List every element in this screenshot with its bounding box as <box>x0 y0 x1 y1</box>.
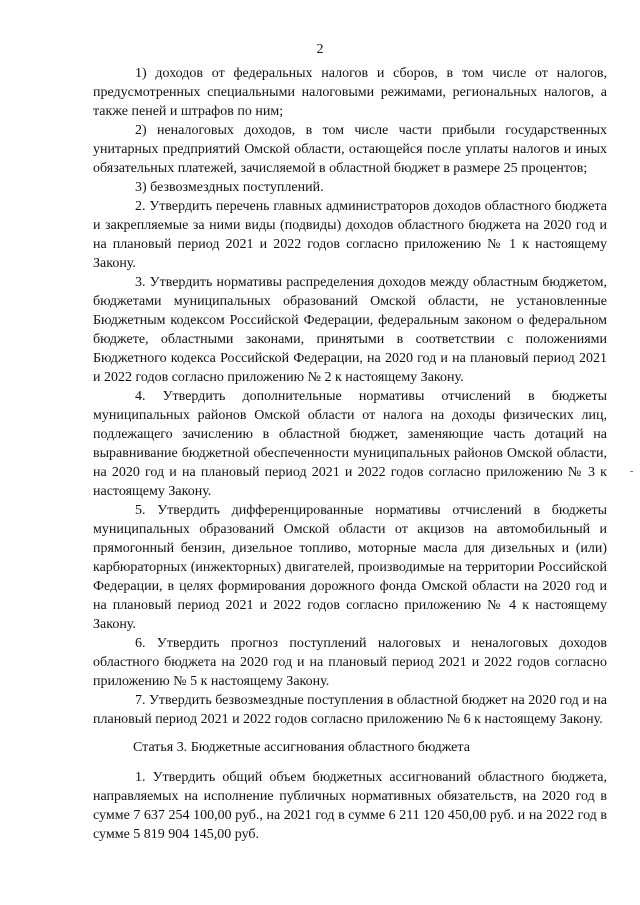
paragraph-5: 3. Утвердить нормативы распределения доходов между областным бюджетом, бюджетами муниципальных образований Омской области, не установленные Бюджетным кодексом Российской Федерации, федеральным законом о федеральном бюджете, областными законами, принятыми в соответствии с положениями Бюджетного кодекса Российской Федерации, на 2020 год и на плановый период 2021 и 2022 годов согласно приложению № 2 к настоящему Закону. <box>93 275 607 385</box>
article-3-paragraph-1: 1. Утвердить общий объем бюджетных ассигнований областного бюджета, направляемых на исполнение публичных нормативных обязательств, на 2020 год в сумме 7 637 254 100,00 руб., на 2021 год в сумме 6 211 120 450,00 руб. и на 2022 год в сумме 5 819 904 145,00 руб. <box>93 770 607 842</box>
paragraph-6: 4. Утвердить дополнительные нормативы отчислений в бюджеты муниципальных районов Омской области от налога на доходы физических лиц, подлежащего зачислению в областной бюджет, заменяющие часть дотаций на выравнивание бюджетной обеспеченности муниципальных районов Омской области, на 2020 год и на плановый период 2021 и 2022 годов согласно приложению № 3 к настоящему Закону. <box>93 389 607 499</box>
paragraph-8: 6. Утвердить прогноз поступлений налоговых и неналоговых доходов областного бюджета на 2020 год и на плановый период 2021 и 2022 годов согласно приложению № 5 к настоящему Закону. <box>93 636 607 689</box>
paragraph-2: 2) неналоговых доходов, в том числе части прибыли государственных унитарных предприятий Омской области, остающейся после уплаты налогов и иных обязательных платежей, зачисляемой в областной бюджет в размере 25 процентов; <box>93 123 607 176</box>
page-number: 2 <box>316 42 324 57</box>
paragraph-3: 3) безвозмездных поступлений. <box>135 180 324 195</box>
article-2-continuation <box>93 64 607 729</box>
paragraph-1: 1) доходов от федеральных налогов и сборов, в том числе от налогов, предусмотренных специальными налоговыми режимами, региональных налогов, а также пеней и штрафов по ним; <box>93 66 607 119</box>
paragraph-7: 5. Утвердить дифференцированные нормативы отчислений в бюджеты муниципальных образований Омской области от акцизов на автомобильный и прямогонный бензин, дизельное топливо, моторные масла для дизельных и (или) карбюраторных (инжекторных) двигателей, производимые на территории Российской Федерации, в целях формирования дорожного фонда Омской области на 2020 год и на плановый период 2021 и 2022 годов согласно приложению № 4 к настоящему Закону. <box>93 503 607 632</box>
margin-mark: - <box>630 466 634 477</box>
article-3-body <box>93 768 607 844</box>
paragraph-9: 7. Утвердить безвозмездные поступления в областной бюджет на 2020 год и на плановый период 2021 и 2022 годов согласно приложению № 6 к настоящему Закону. <box>93 693 608 727</box>
article-3-title: Статья 3. Бюджетные ассигнования областного бюджета <box>133 740 470 755</box>
paragraph-4: 2. Утвердить перечень главных администраторов доходов областного бюджета и закрепляемые за ними виды (подвиды) доходов областного бюджета на 2020 год и на плановый период 2021 и 2022 годов согласно приложению № 1 к настоящему Закону. <box>93 199 607 271</box>
